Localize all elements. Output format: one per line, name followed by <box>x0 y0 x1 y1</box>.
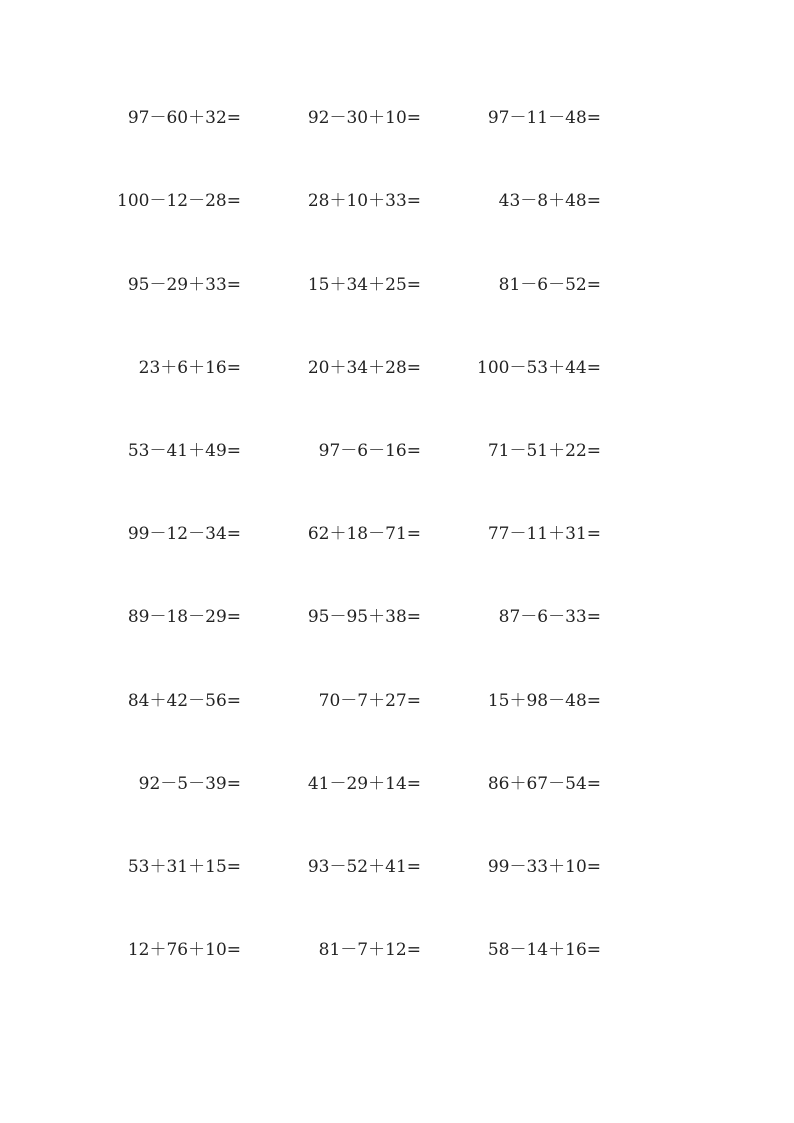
arithmetic-problem: 97－60＋32= <box>127 108 241 128</box>
problem-row <box>0 605 794 629</box>
arithmetic-problem: 84＋42－56= <box>127 691 241 711</box>
arithmetic-problem: 93－52＋41= <box>307 857 421 877</box>
arithmetic-problem: 81－6－52= <box>498 275 601 295</box>
arithmetic-problem: 71－51＋22= <box>487 441 601 461</box>
arithmetic-problem: 41－29＋14= <box>307 774 421 794</box>
arithmetic-problem: 92－30＋10= <box>307 108 421 128</box>
arithmetic-problem: 28＋10＋33= <box>307 191 421 211</box>
arithmetic-problem: 12＋76＋10= <box>127 940 241 960</box>
arithmetic-problem: 53－41＋49= <box>127 441 241 461</box>
problem-row <box>0 273 794 297</box>
arithmetic-problem: 58－14＋16= <box>487 940 601 960</box>
arithmetic-problem: 100－53＋44= <box>477 358 601 378</box>
arithmetic-problem: 97－11－48= <box>487 108 601 128</box>
arithmetic-problem: 100－12－28= <box>117 191 241 211</box>
arithmetic-problem: 20＋34＋28= <box>307 358 421 378</box>
problem-row <box>0 772 794 796</box>
arithmetic-problem: 81－7＋12= <box>318 940 421 960</box>
arithmetic-problem: 62＋18－71= <box>307 524 421 544</box>
arithmetic-problem: 92－5－39= <box>138 774 241 794</box>
problem-row <box>0 106 794 130</box>
arithmetic-problem: 95－95＋38= <box>307 607 421 627</box>
arithmetic-problem: 53＋31＋15= <box>127 857 241 877</box>
arithmetic-problem: 23＋6＋16= <box>138 358 241 378</box>
arithmetic-problem: 99－12－34= <box>127 524 241 544</box>
problem-row <box>0 855 794 879</box>
problem-row <box>0 938 794 962</box>
problem-row <box>0 189 794 213</box>
arithmetic-problem: 87－6－33= <box>498 607 601 627</box>
arithmetic-problem: 99－33＋10= <box>487 857 601 877</box>
arithmetic-problem: 15＋98－48= <box>487 691 601 711</box>
problem-row <box>0 689 794 713</box>
arithmetic-problem: 97－6－16= <box>318 441 421 461</box>
arithmetic-problem: 70－7＋27= <box>318 691 421 711</box>
arithmetic-problem: 43－8＋48= <box>498 191 601 211</box>
problem-row <box>0 356 794 380</box>
arithmetic-problem: 77－11＋31= <box>487 524 601 544</box>
problem-row <box>0 522 794 546</box>
arithmetic-problem: 89－18－29= <box>127 607 241 627</box>
problem-row <box>0 439 794 463</box>
arithmetic-problem: 86＋67－54= <box>487 774 601 794</box>
arithmetic-problem: 95－29＋33= <box>127 275 241 295</box>
arithmetic-problem: 15＋34＋25= <box>307 275 421 295</box>
